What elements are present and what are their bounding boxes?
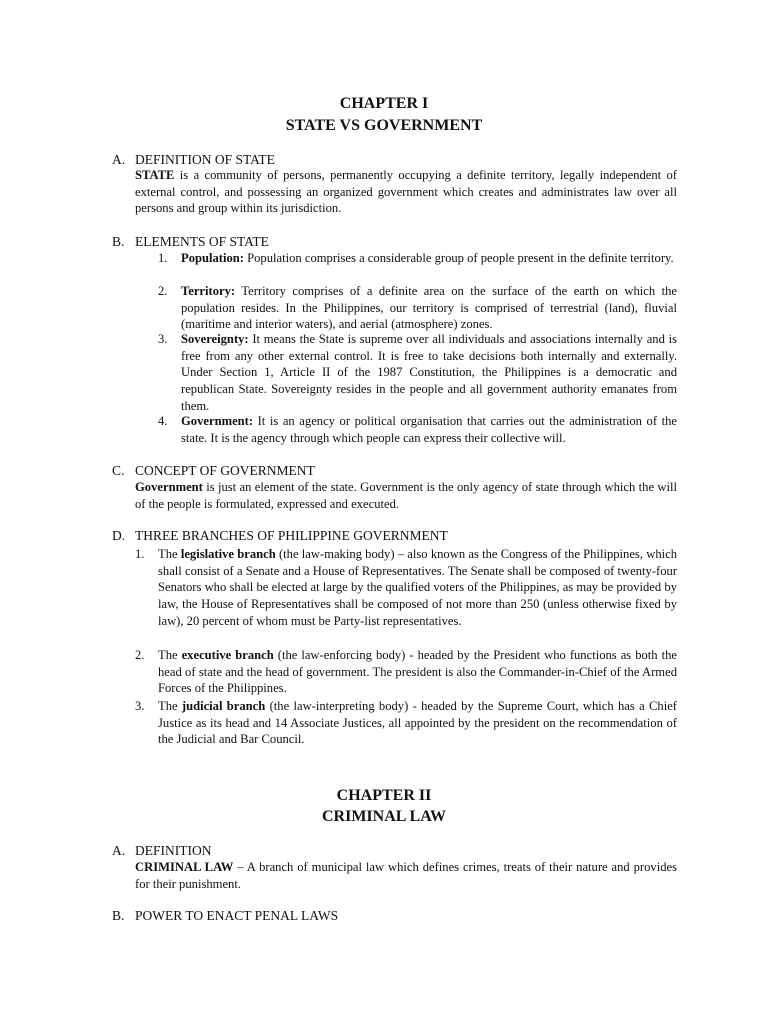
- section-title: DEFINITION: [135, 843, 212, 858]
- list-item: 3. The judicial branch (the law-interpreting body) - headed by the Supreme Court, which has a Chief Justice as its head and 14 Associate Justices, all appointed by the president on the recommendation of the Judicial and Bar Council.: [135, 699, 677, 747]
- chapter-2-number: CHAPTER II: [336, 787, 432, 804]
- state-definition-paragraph: STATE is a community of persons, permanently occupying a definite territory, legally independent of external control, and possessing an organized government which creates and administrates law over all persons and group within its jurisdiction.: [135, 168, 677, 216]
- list-item: 1. The legislative branch (the law-making body) – also known as the Congress of the Philippines, which shall consist of a Senate and a House of Representatives. The Senate shall be composed of twenty-four Senators who shall be elected at large by the qualified voters of the Philippines, as may be provided by law, the House of Representatives shall be composed of not more than 250 (unless otherwise fixed by law), 20 percent of whom must be Party-list representatives.: [135, 547, 677, 628]
- section-title: POWER TO ENACT PENAL LAWS: [135, 908, 339, 923]
- section-letter: A.: [112, 152, 126, 167]
- section-d-heading: [112, 527, 448, 544]
- section-c-heading: [112, 462, 315, 479]
- section-title: ELEMENTS OF STATE: [135, 234, 269, 249]
- section-a-heading: [112, 842, 212, 859]
- section-letter: C.: [112, 463, 125, 478]
- list-item: 3. Sovereignty: It means the State is supreme over all individuals and associations internally and is free from any other external control. It is free to take decisions both internally and externally. Under Section 1, Article II of the 1987 Constitution, the Philippines is a democratic and republican State. Sovereignty resides in the people and all government authority emanates from them.: [158, 332, 677, 413]
- criminal-law-definition-paragraph: CRIMINAL LAW – A branch of municipal law which defines crimes, treats of their nature and provides for their punishment.: [135, 860, 677, 891]
- government-concept-paragraph: Government is just an element of the state. Government is the only agency of state through which the will of the people is formulated, expressed and executed.: [135, 480, 677, 511]
- chapter-1-number: CHAPTER I: [339, 95, 429, 112]
- section-a-heading: [112, 151, 275, 168]
- section-title: THREE BRANCHES OF PHILIPPINE GOVERNMENT: [135, 528, 448, 543]
- chapter-2-title: CRIMINAL LAW: [321, 808, 446, 825]
- term-state: STATE: [135, 168, 175, 182]
- list-item: 4. Government: It is an agency or political organisation that carries out the administration of the state. It is the agency through which people can express their collective will.: [158, 414, 677, 445]
- list-item: 2. Territory: Territory comprises of a definite area on the surface of the earth on which the population resides. In the Philippines, our territory is comprised of terrestrial (land), fluvial (maritime and interior waters), and aerial (atmosphere) zones.: [158, 284, 677, 332]
- list-item: 1. Population: Population comprises a considerable group of people present in the definite territory.: [158, 251, 674, 265]
- section-letter: A.: [112, 843, 126, 858]
- chapter-1-title: STATE VS GOVERNMENT: [285, 117, 483, 134]
- section-letter: B.: [112, 908, 125, 923]
- section-title: DEFINITION OF STATE: [135, 152, 275, 167]
- section-title: CONCEPT OF GOVERNMENT: [135, 463, 315, 478]
- section-letter: B.: [112, 234, 125, 249]
- section-b-heading: [112, 233, 269, 250]
- section-b-heading: [112, 907, 338, 924]
- list-item: 2. The executive branch (the law-enforcing body) - headed by the President who functions as both the head of state and the head of government. The president is also the Commander-in-Chief of the Armed Forces of the Philippines.: [135, 648, 677, 696]
- section-letter: D.: [112, 528, 126, 543]
